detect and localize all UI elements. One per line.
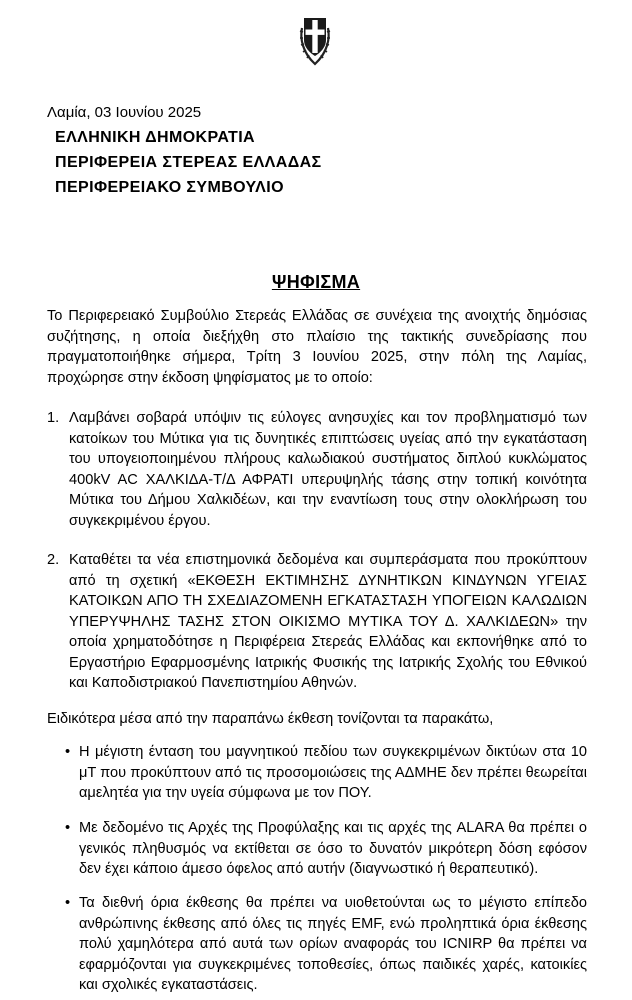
- org-line-council: ΠΕΡΙΦΕΡΕΙΑΚΟ ΣΥΜΒΟΥΛΙΟ: [55, 179, 284, 196]
- bullet-list-item-2: [65, 818, 587, 880]
- bullet-marker: •: [65, 895, 71, 911]
- bullet-list-item-1: [65, 742, 587, 804]
- lead-in-paragraph: Ειδικότερα μέσα από την παραπάνω έκθεση τονίζονται τα παρακάτω,: [47, 711, 494, 727]
- bullet-text: Με δεδομένο τις Αρχές της Προφύλαξης και τις αρχές της ALARA θα πρέπει ο γενικός πληθυσμός να εκτίθεται σε όσο το δυνατόν μικρότερη δόση εφόσον δεν έχει κάποιο άμεσο όφελος από αυτήν (διαγνωστικό ή θεραπευτικό).: [79, 820, 587, 877]
- bullet-marker: •: [65, 820, 71, 836]
- bullet-list-item-3: [65, 893, 587, 996]
- item-number: 1.: [47, 410, 60, 426]
- item-number: 2.: [47, 552, 60, 568]
- numbered-list-item-1: [47, 408, 587, 531]
- document-title: ΨΗΦΙΣΜΑ: [271, 272, 361, 292]
- bullet-text: Τα διεθνή όρια έκθεσης θα πρέπει να υιοθετούνται ως το μέγιστο επίπεδο ανθρώπινης έκθεσης από όλες τις πηγές EMF, ενώ προληπτικά όρια έκθεσης πολύ χαμηλότερα από αυτά των ορίων αναφοράς του ICNIRP θα πρέπει να εφαρμόζονται για συγκεκριμένες τοποθεσίες, όπως παιδικές χαρές, κατοικίες και σχολικές εγκαταστάσεις.: [79, 895, 587, 993]
- item-text: Καταθέτει τα νέα επιστημονικά δεδομένα και συμπεράσματα που προκύπτουν από τη σχετική «ΕΚΘΕΣΗ ΕΚΤΙΜΗΣΗΣ ΔΥΝΗΤΙΚΩΝ ΚΙΝΔΥΝΩΝ ΥΓΕΙΑΣ ΚΑΤΟΙΚΩΝ ΑΠΟ ΤΗ ΣΧΕΔΙΑΖΟΜΕΝΗ ΕΓΚΑΤΑΣΤΑΣΗ ΥΠΟΓΕΙΩΝ ΚΑΛΩΔΙΩΝ ΥΠΕΡΥΨΗΛΗΣ ΤΑΣΗΣ ΣΤΟΝ ΟΙΚΙΣΜΟ ΜΥΤΙΚΑ ΤΟΥ Δ. ΧΑΛΚΙΔΕΩΝ» την οποία χρηματοδότησε η Περιφέρεια Στερεάς Ελλάδας και εκπονήθηκε από το Εργαστήριο Εφαρμοσμένης Ιατρικής Φυσικής της Ιατρικής Σχολής του Εθνικού και Καποδιστριακού Πανεπιστημίου Αθηνών.: [69, 552, 587, 691]
- bullet-text: Η μέγιστη ένταση του μαγνητικού πεδίου των συγκεκριμένων δικτύων στα 10 μT που προκύπτουν από τις προσομοιώσεις της ΑΔΜΗΕ δεν πρέπει θεωρείται αμελητέα για την υγεία σύμφωνα με τον ΠΟΥ.: [79, 744, 587, 801]
- org-line-region: ΠΕΡΙΦΕΡΕΙΑ ΣΤΕΡΕΑΣ ΕΛΛΑΔΑΣ: [55, 154, 322, 171]
- document-date: Λαμία, 03 Ιουνίου 2025: [47, 104, 202, 121]
- intro-paragraph: Το Περιφερειακό Συμβούλιο Στερεάς Ελλάδας σε συνέχεια της ανοιχτής δημόσιας συζήτησης, η οποία διεξήχθη στο πλαίσιο της τακτικής συνεδρίασης που πραγματοποιήθηκε σήμερα, Τρίτη 3 Ιουνίου 2025, στην πόλη της Λαμίας, προχώρησε στην έκδοση ψηφίσματος με το οποίο:: [47, 308, 587, 386]
- org-line-republic: ΕΛΛΗΝΙΚΗ ΔΗΜΟΚΡΑΤΙΑ: [55, 129, 255, 146]
- bullet-marker: •: [65, 744, 71, 760]
- greek-coat-of-arms-emblem: [298, 10, 332, 70]
- numbered-list-item-2: [47, 550, 587, 694]
- item-text: Λαμβάνει σοβαρά υπόψιν τις εύλογες ανησυχίες και τον προβληματισμό των κατοίκων του Μύτικα για τις δυνητικές επιπτώσεις υγείας από την εγκατάσταση του υπογειοποιημένου πλήρους καλωδιακού συστήματος διπλού κυκλώματος 400kV AC ΧΑΛΚΙΔΑ-Τ/Δ ΑΦΡΑΤΙ υπερυψηλής τάσης στην τοπική κοινότητα Μύτικα του Δήμου Χαλκιδέων, και την εναντίωση τους στην ολοκλήρωση του συγκεκριμένου έργου.: [69, 410, 587, 529]
